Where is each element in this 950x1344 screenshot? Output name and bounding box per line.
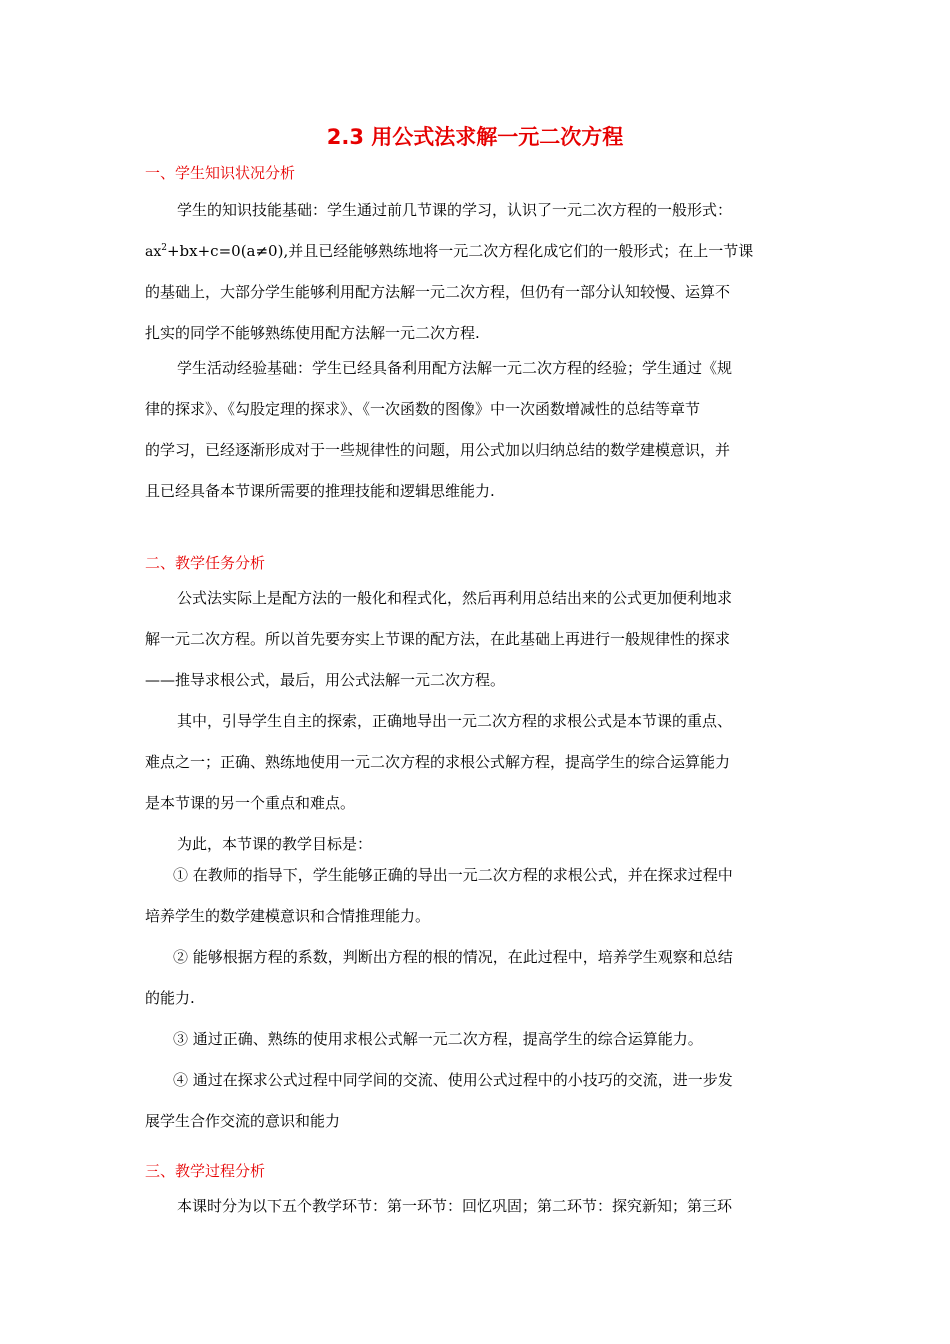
text-line: 扎实的同学不能够熟练使用配方法解一元二次方程. [145, 324, 480, 342]
goal-item-3: ③ 通过正确、熟练的使用求根公式解一元二次方程，提高学生的综合运算能力。 [173, 1030, 703, 1048]
formula-exponent: 2 [161, 243, 167, 253]
text-line: 且已经具备本节课所需要的推理技能和逻辑思维能力. [145, 482, 495, 500]
text-line: 的基础上，大部分学生能够利用配方法解一元二次方程，但仍有一部分认知较慢、运算不 [145, 283, 731, 301]
text-line: 公式法实际上是配方法的一般化和程式化，然后再利用总结出来的公式更加便利地求 [177, 589, 733, 607]
goal-item-1-cont: 培养学生的数学建模意识和合情推理能力。 [145, 907, 431, 925]
text-line: 学生的知识技能基础：学生通过前几节课的学习，认识了一元二次方程的一般形式： [177, 201, 733, 219]
paragraph-process-analysis [145, 1186, 805, 1227]
goal-item-2: ② 能够根据方程的系数，判断出方程的根的情况，在此过程中，培养学生观察和总结 [173, 948, 733, 966]
text-line: 本课时分为以下五个教学环节：第一环节：回忆巩固；第二环节：探究新知；第三环 [177, 1197, 733, 1215]
goal-item-4-cont: 展学生合作交流的意识和能力 [145, 1112, 341, 1130]
text-line: 学生活动经验基础：学生已经具备利用配方法解一元二次方程的经验；学生通过《规 [177, 359, 733, 377]
paragraph-task-analysis [145, 578, 805, 701]
goal-item-1: ① 在教师的指导下，学生能够正确的导出一元二次方程的求根公式，并在探求过程中 [173, 866, 733, 884]
formula-rest: +bx+c=0(a≠0),并且已经能够熟练地将一元二次方程化成它们的一般形式；在上一节课 [166, 242, 754, 260]
text-line: 难点之一；正确、熟练地使用一元二次方程的求根公式解方程，提高学生的综合运算能力 [145, 753, 731, 771]
text-line: ——推导求根公式，最后，用公式法解一元二次方程。 [145, 671, 506, 689]
text-line: 其中，引导学生自主的探索，正确地导出一元二次方程的求根公式是本节课的重点、 [177, 712, 733, 730]
section-heading-2: 二、教学任务分析 [145, 554, 266, 572]
text-line-formula [145, 231, 805, 272]
formula-term: ax [145, 244, 162, 260]
section-heading-3: 三、教学过程分析 [145, 1162, 266, 1180]
text-line: 是本节课的另一个重点和难点。 [145, 794, 356, 812]
paragraph-key-points [145, 701, 805, 824]
goal-item-2-cont: 的能力. [145, 989, 195, 1007]
section-heading-1: 一、学生知识状况分析 [145, 164, 296, 182]
goals-list [145, 855, 805, 1142]
text-line: 为此，本节课的教学目标是： [177, 835, 373, 853]
goal-item-4: ④ 通过在探求公式过程中同学间的交流、使用公式过程中的小技巧的交流，进一步发 [173, 1071, 733, 1089]
paragraph-activity-experience [145, 348, 805, 512]
text-line: 解一元二次方程。所以首先要夯实上节课的配方法，在此基础上再进行一般规律性的探求 [145, 630, 731, 648]
paragraph-knowledge-skills [145, 190, 805, 354]
text-line: 的学习，已经逐渐形成对于一些规律性的问题，用公式加以归纳总结的数学建模意识，并 [145, 441, 731, 459]
document-title: 2.3 用公式法求解一元二次方程 [326, 125, 624, 149]
text-line: 律的探求》、《勾股定理的探求》、《一次函数的图像》中一次函数增减性的总结等章节 [145, 400, 701, 418]
